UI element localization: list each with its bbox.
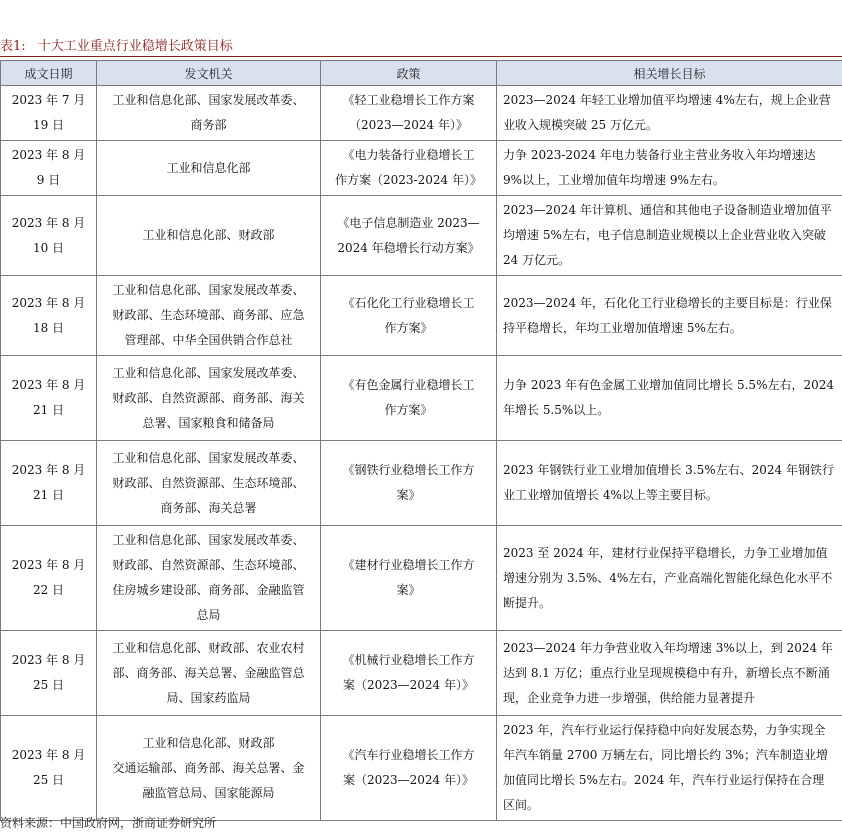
cell-date: 2023 年 8 月 25 日 [1,631,97,716]
table-row [1,526,842,631]
cell-target: 2023—2024 年轻工业增加值平均增速 4%左右，规上企业营业收入规模突破 25 万亿元。 [497,86,842,141]
cell-target: 2023—2024 年力争营业收入年均增速 3%以上，到 2024 年达到 8.1 万亿；重点行业呈现规模稳中有升，新增长点不断涌现，企业竞争力进一步增强，供给能力显著提升 [497,631,842,716]
cell-agency: 工业和信息化部、财政部、农业农村 部、商务部、海关总署、金融监管总 局、国家药监局 [97,631,321,716]
cell-policy: 《石化化工行业稳增长工 作方案》 [321,276,497,356]
header-policy: 政策 [321,61,497,86]
cell-date: 2023 年 8 月 22 日 [1,526,97,631]
cell-agency: 工业和信息化部、国家发展改革委、 财政部、自然资源部、生态环境部、 住房城乡建设部、商务部、金融监管 总局 [97,526,321,631]
table-row [1,441,842,526]
cell-date: 2023 年 8 月 18 日 [1,276,97,356]
table-row [1,141,842,196]
cell-policy: 《有色金属行业稳增长工 作方案》 [321,356,497,441]
cell-policy: 《机械行业稳增长工作方 案（2023—2024 年）》 [321,631,497,716]
cell-target: 2023—2024 年计算机、通信和其他电子设备制造业增加值平均增速 5%左右，电子信息制造业规模以上企业营业收入突破 24 万亿元。 [497,196,842,276]
table-header-row [1,61,842,86]
cell-date: 2023 年 8 月 25 日 [1,716,97,821]
cell-target: 2023 至 2024 年，建材行业保持平稳增长，力争工业增加值增速分别为 3.5%、4%左右，产业高端化智能化绿色化水平不断提升。 [497,526,842,631]
cell-agency: 工业和信息化部、国家发展改革委、 财政部、自然资源部、商务部、海关 总署、国家粮食和储备局 [97,356,321,441]
table-row [1,631,842,716]
caption-label: 表1: [0,39,26,54]
cell-target: 2023 年钢铁行业工业增加值增长 3.5%左右、2024 年钢铁行业工业增加值增长 4%以上等主要目标。 [497,441,842,526]
cell-date: 2023 年 8 月 21 日 [1,356,97,441]
cell-policy: 《电力装备行业稳增长工 作方案（2023-2024 年）》 [321,141,497,196]
cell-policy: 《汽车行业稳增长工作方 案（2023—2024 年）》 [321,716,497,821]
cell-date: 2023 年 8 月 9 日 [1,141,97,196]
table-row [1,356,842,441]
cell-policy: 《轻工业稳增长工作方案 （2023—2024 年）》 [321,86,497,141]
table-caption [0,35,233,55]
cell-agency: 工业和信息化部、财政部 交通运输部、商务部、海关总署、金 融监管总局、国家能源局 [97,716,321,821]
header-target: 相关增长目标 [497,61,842,86]
cell-agency: 工业和信息化部、财政部 [97,196,321,276]
table-row [1,86,842,141]
cell-target: 2023—2024 年，石化化工行业稳增长的主要目标是：行业保持平稳增长，年均工业增加值增速 5%左右。 [497,276,842,356]
header-agency: 发文机关 [97,61,321,86]
cell-date: 2023 年 8 月 10 日 [1,196,97,276]
cell-agency: 工业和信息化部、国家发展改革委、 财政部、自然资源部、生态环境部、 商务部、海关总署 [97,441,321,526]
table-row [1,196,842,276]
cell-policy: 《电子信息制造业 2023— 2024 年稳增长行动方案》 [321,196,497,276]
header-date: 成文日期 [1,61,97,86]
cell-policy: 《建材行业稳增长工作方 案》 [321,526,497,631]
cell-date: 2023 年 8 月 21 日 [1,441,97,526]
cell-target: 2023 年，汽车行业运行保持稳中向好发展态势，力争实现全年汽车销量 2700 万辆左右，同比增长约 3%；汽车制造业增加值同比增长 5%左右。2024 年，汽车行业运行保持在合理区间。 [497,716,842,821]
policy-table [0,60,842,821]
cell-target: 力争 2023-2024 年电力装备行业主营业务收入年均增速达 9%以上，工业增加值年均增速 9%左右。 [497,141,842,196]
cell-agency: 工业和信息化部、国家发展改革委、 商务部 [97,86,321,141]
caption-rule [0,56,842,57]
cell-agency: 工业和信息化部 [97,141,321,196]
table-row [1,716,842,821]
cell-target: 力争 2023 年有色金属工业增加值同比增长 5.5%左右，2024 年增长 5.5%以上。 [497,356,842,441]
cell-date: 2023 年 7 月 19 日 [1,86,97,141]
table-row [1,276,842,356]
caption-title: 十大工业重点行业稳增长政策目标 [37,39,233,54]
cell-agency: 工业和信息化部、国家发展改革委、 财政部、生态环境部、商务部、应急 管理部、中华全国供销合作总社 [97,276,321,356]
cell-policy: 《钢铁行业稳增长工作方 案》 [321,441,497,526]
source-note: 资料来源：中国政府网，浙商证券研究所 [0,816,217,830]
